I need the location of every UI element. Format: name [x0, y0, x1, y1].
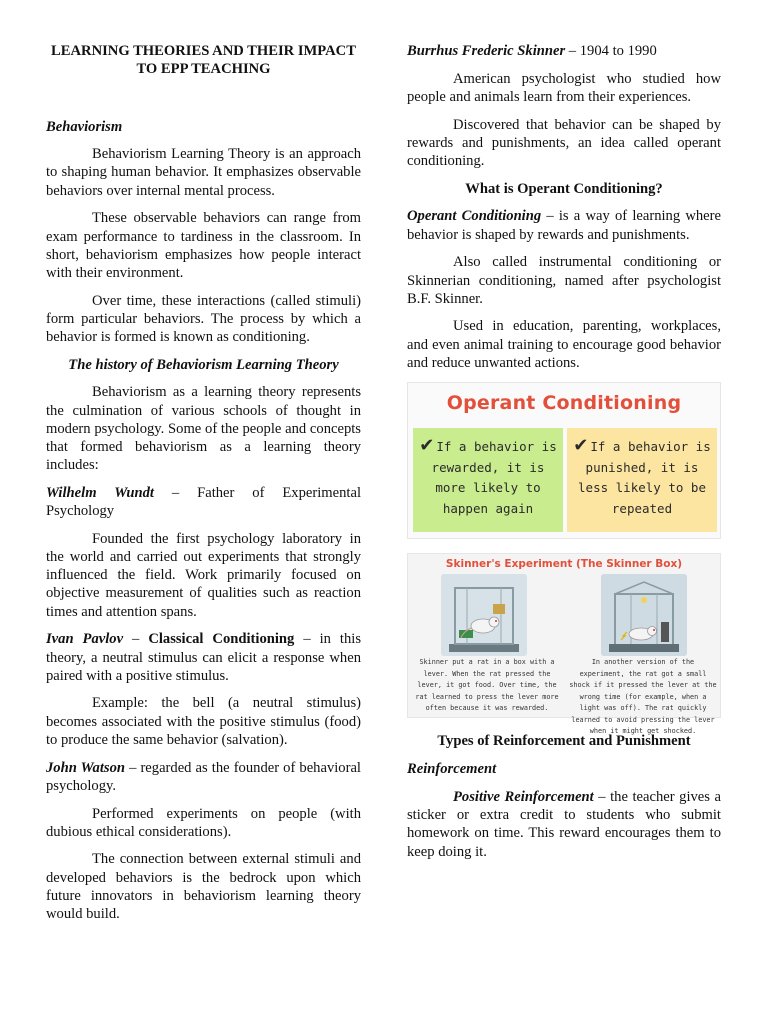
- positive-reinforcement-entry: [407, 788, 721, 861]
- history-heading: The history of Behaviorism Learning Theory: [68, 356, 339, 373]
- left-column: [46, 42, 361, 933]
- reinforcement-heading: Reinforcement: [407, 761, 497, 778]
- positive-reinforcement-term: Positive Reinforcement: [453, 788, 594, 805]
- paragraph: American psychologist who studied how people and animals learn from their experiences.: [407, 70, 721, 105]
- paragraph: Discovered that behavior can be shaped by rewards and punishments, an idea called operant conditioning.: [407, 116, 721, 170]
- rat-lever-food-icon: [441, 574, 527, 656]
- pavlov-dash: –: [123, 631, 149, 648]
- check-icon: ✔: [419, 435, 435, 457]
- check-icon: ✔: [573, 435, 589, 457]
- document-title: LEARNING THEORIES AND THEIR IMPACT TO EPP TEACHING: [51, 43, 356, 77]
- paragraph: These observable behaviors can range from exam performance to tardiness in the classroom. In short, behaviorism emphasizes how people interact with their environment.: [46, 210, 361, 281]
- infographic-title: Skinner's Experiment (The Skinner Box): [445, 558, 683, 571]
- paragraph: Founded the first psychology laboratory in the world and carried out experiments that strongly influenced the field. Work primarily focused on objective measurement of qualities such as reaction times and attention spans.: [46, 530, 361, 620]
- infographic-title: Operant Conditioning: [446, 392, 682, 415]
- pavlov-entry: [46, 630, 361, 685]
- operant-conditioning-infographic: [407, 382, 721, 539]
- shock-experiment-caption: In another version of the experiment, the rat got a small shock if it pressed the lever at the wrong time (for example, when a light was off). The rat quickly learned to avoid pressing the lever when it might get shocked.: [569, 658, 717, 736]
- skinner-box-infographic: [407, 553, 721, 736]
- reward-card: [413, 428, 563, 532]
- skinner-years: – 1904 to 1990: [565, 43, 657, 59]
- skinner-box-shock-illustration: [601, 574, 687, 656]
- right-column: [407, 42, 721, 870]
- behaviorism-heading: Behaviorism: [46, 119, 123, 135]
- positive-reinforcement-def: – the teacher gives a sticker or extra credit to students who submit homework on time. This reward encourages them to keep doing it.: [407, 788, 721, 860]
- paragraph: Behaviorism Learning Theory is an approach to shaping human behavior. It emphasizes observable behaviors over internal mental process.: [46, 146, 361, 199]
- skinner-name: Burrhus Frederic Skinner: [407, 43, 566, 59]
- wundt-name: Wilhelm Wundt: [46, 484, 154, 501]
- skinner-box-reward-illustration: [441, 574, 527, 656]
- skinner-entry: [407, 42, 721, 60]
- punishment-card: [567, 428, 717, 532]
- paragraph: Performed experiments on people (with dubious ethical considerations).: [46, 805, 361, 840]
- paragraph: Example: the bell (a neutral stimulus) becomes associated with the positive stimulus (food) to produce the same behavior (salvation).: [46, 695, 361, 748]
- paragraph: Also called instrumental conditioning or Skinnerian conditioning, named after psychologist B.F. Skinner.: [407, 254, 721, 307]
- pavlov-name: Ivan Pavlov: [46, 631, 124, 648]
- watson-desc: – regarded as the founder of behavioral psychology.: [46, 759, 361, 794]
- pavlov-concept: Classical Conditioning: [148, 631, 295, 648]
- watson-name: John Watson: [46, 759, 125, 776]
- wundt-entry: [46, 484, 361, 520]
- types-heading: Types of Reinforcement and Punishment: [437, 733, 691, 750]
- paragraph: Over time, these interactions (called stimuli) form particular behaviors. The process by which a behavior is formed is known as conditioning.: [46, 292, 361, 346]
- pavlov-desc: – in this theory, a neutral stimulus can elicit a response when paired with a positive stimulus.: [46, 631, 361, 684]
- operant-definition: [407, 207, 721, 243]
- operant-term: Operant Conditioning: [407, 208, 542, 225]
- operant-question-heading: What is Operant Conditioning?: [465, 180, 663, 197]
- paragraph: Behaviorism as a learning theory represents the culmination of various schools of thought in modern psychology. Some of the people and concepts that formed behaviorism as a learning theory includes:: [46, 384, 361, 474]
- rat-shock-icon: [601, 574, 687, 656]
- wundt-desc: – Father of Experimental Psychology: [46, 484, 361, 520]
- paragraph: Used in education, parenting, workplaces, and even animal training to encourage good behavior and reduce unwanted actions.: [407, 318, 721, 371]
- punishment-text: If a behavior is punished, it is less likely to be repeated: [578, 439, 711, 516]
- paragraph: The connection between external stimuli and developed behaviors is the bedrock upon which future innovators in behaviorism learning theory would build.: [46, 851, 361, 923]
- reward-experiment-caption: Skinner put a rat in a box with a lever. When the rat pressed the lever, it got food. Over time, the rat learned to press the lever more often because it was rewarded.: [415, 658, 559, 713]
- watson-entry: [46, 759, 361, 795]
- operant-def: – is a way of learning where behavior is shaped by rewards and punishments.: [407, 208, 721, 243]
- reward-text: If a behavior is rewarded, it is more likely to happen again: [431, 439, 557, 516]
